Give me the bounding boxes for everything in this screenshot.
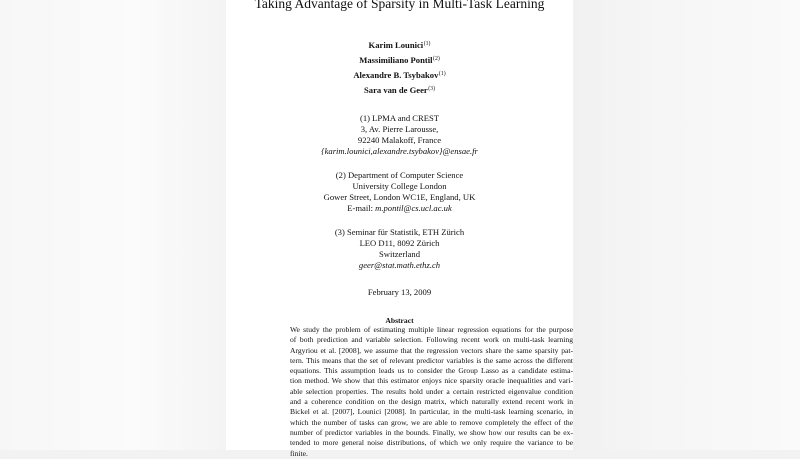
author xyxy=(226,67,573,82)
abstract-line: number of predictor variables in the bounds. Finally, we show how our results can be ex- xyxy=(290,427,573,437)
abstract-line: finite. xyxy=(290,448,308,458)
email-prefix: E-mail: xyxy=(347,203,376,213)
affiliation-line: (2) Department of Computer Science xyxy=(335,170,464,180)
abstract-line: able selection properties. The results hold under a certain restricted eigenvalue condition xyxy=(290,386,573,396)
abstract-line: Bickel et al. [2007], Lounici [2008]. In particular, in the multi-task learning scenario, in xyxy=(290,407,573,417)
affiliation-mark: (1) xyxy=(423,41,431,47)
abstract-heading: Abstract xyxy=(385,316,414,325)
author-name: Alexandre B. Tsybakov xyxy=(353,70,439,80)
author-list xyxy=(226,37,573,97)
abstract-line: We study the problem of estimating multiple linear regression equations for the purpose xyxy=(290,325,573,334)
affiliation-block-1 xyxy=(226,113,573,157)
paper-page xyxy=(226,0,573,458)
abstract-line: which the number of tasks can grow, we are able to remove completely the effect of the xyxy=(290,417,573,427)
affiliation-line: 3, Av. Pierre Larousse, xyxy=(360,124,439,134)
affiliation-email: {karim.lounici,alexandre.tsybakov}@ensae.fr xyxy=(321,146,478,156)
abstract-line: Argyriou et al. [2008], we assume that the regression vectors share the same sparsity pat- xyxy=(290,345,573,355)
affiliation-email: m.pontil@cs.ucl.ac.uk xyxy=(375,203,452,213)
affiliation-line: Switzerland xyxy=(378,249,421,259)
author-name: Sara van de Geer xyxy=(364,85,428,95)
affiliation-mark: (2) xyxy=(433,56,440,62)
affiliation-email: geer@stat.math.ethz.ch xyxy=(358,260,441,270)
affiliation-line: Gower Street, London WC1E, England, UK xyxy=(323,192,476,202)
affiliation-block-2 xyxy=(226,170,573,214)
right-margin-background xyxy=(573,0,800,450)
affiliation-email-line xyxy=(226,203,573,214)
abstract-line: tion method. We show that this estimator enjoys nice sparsity oracle inequalities and vari- xyxy=(290,376,573,386)
author xyxy=(226,82,573,97)
abstract-line: of both prediction and variable selection. Following recent work on multi-task learning xyxy=(290,335,573,345)
paper-date: February 13, 2009 xyxy=(367,287,432,297)
author xyxy=(226,52,573,67)
author xyxy=(226,37,573,52)
affiliation-mark: (3) xyxy=(428,86,435,92)
affiliation-line: 92240 Malakoff, France xyxy=(357,135,442,145)
affiliation-line: University College London xyxy=(352,181,447,191)
paper-title: Taking Advantage of Sparsity in Multi-Task Learning xyxy=(254,0,545,11)
abstract-line: tended to more general noise distributions, of which we only require the variance to be xyxy=(290,438,573,448)
affiliation-mark: (1) xyxy=(438,71,446,77)
abstract-line: and a coherence condition on the design matrix, which naturally extend recent work in xyxy=(290,397,573,407)
affiliation-block-3 xyxy=(226,227,573,271)
author-name: Karim Lounici xyxy=(368,40,424,50)
affiliation-line: (3) Seminar für Statistik, ETH Zürich xyxy=(334,227,465,237)
author-name: Massimiliano Pontil xyxy=(359,55,433,65)
abstract-line: equations. This assumption leads us to consider the Group Lasso as a candidate estima- xyxy=(290,366,573,376)
affiliation-line: (1) LPMA and CREST xyxy=(359,113,440,123)
left-margin-background xyxy=(0,0,226,450)
abstract-body xyxy=(290,325,573,459)
abstract-line: tern. This means that the set of relevant predictor variables is the same across the different xyxy=(290,355,573,365)
affiliation-line: LEO D11, 8092 Zürich xyxy=(359,238,440,248)
